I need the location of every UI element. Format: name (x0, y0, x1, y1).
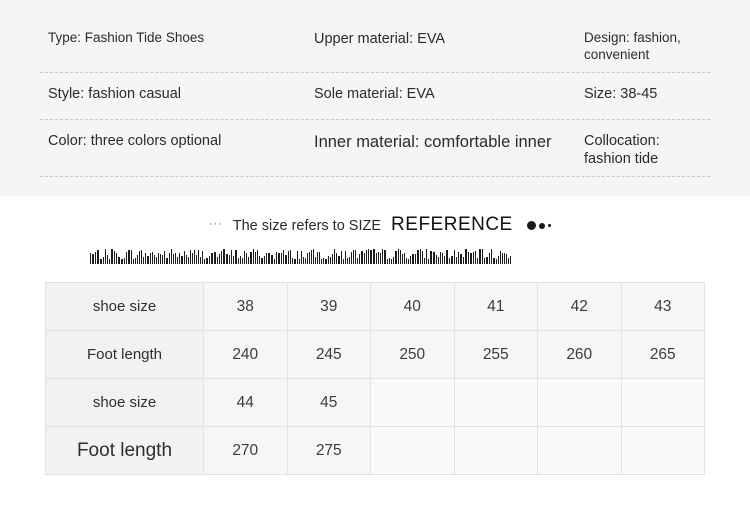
spec-cell-type: Type: Fashion Tide Shoes (48, 30, 205, 45)
table-row (46, 331, 705, 379)
spec-row (40, 73, 710, 120)
table-cell: 42 (538, 283, 622, 331)
table-cell: 44 (204, 379, 288, 427)
spec-row (40, 18, 710, 73)
spec-cell-sole-material: Sole material: EVA (314, 85, 435, 102)
table-row (46, 379, 705, 427)
spec-cell-size-range: Size: 38-45 (584, 85, 658, 102)
spec-cell-upper-material: Upper material: EVA (314, 31, 446, 47)
spec-cell-collocation: Collocation: fashion tide (584, 132, 660, 167)
spec-cell-color: Color: three colors optional (48, 132, 222, 149)
spec-row (40, 120, 710, 177)
table-cell (621, 427, 705, 475)
table-cell: 245 (287, 331, 371, 379)
table-cell: 41 (454, 283, 538, 331)
spec-cell-style: Style: fashion casual (48, 85, 181, 102)
reference-label: REFERENCE (391, 214, 513, 235)
table-cell: 43 (621, 283, 705, 331)
table-cell: 260 (538, 331, 622, 379)
spec-cell-design: Design: fashion, convenient (584, 30, 681, 62)
table-cell (621, 379, 705, 427)
table-cell: 240 (204, 331, 288, 379)
table-cell: 40 (371, 283, 455, 331)
table-cell: 45 (287, 379, 371, 427)
table-cell: 38 (204, 283, 288, 331)
table-cell (371, 379, 455, 427)
barcode-decoration (90, 248, 660, 264)
reference-dots-icon (527, 221, 552, 230)
row-label-shoe-size: shoe size (46, 283, 204, 331)
table-cell (454, 427, 538, 475)
row-label-foot-length: Foot length (46, 427, 204, 475)
row-label-shoe-size: shoe size (46, 379, 204, 427)
table-cell (454, 379, 538, 427)
table-row (46, 427, 705, 475)
product-spec-panel (0, 0, 750, 196)
row-label-foot-length: Foot length (46, 331, 204, 379)
table-cell: 265 (621, 331, 705, 379)
size-heading (0, 214, 750, 236)
decorative-dots: ··· (208, 218, 223, 230)
table-cell: 255 (454, 331, 538, 379)
table-cell (538, 427, 622, 475)
table-cell: 250 (371, 331, 455, 379)
table-cell (538, 379, 622, 427)
spec-cell-inner-material: Inner material: comfortable inner (314, 132, 552, 151)
table-row (46, 283, 705, 331)
table-cell (371, 427, 455, 475)
size-reference-section (0, 196, 750, 475)
size-refers-label: The size refers to SIZE (232, 218, 382, 234)
table-cell: 275 (287, 427, 371, 475)
table-cell: 39 (287, 283, 371, 331)
size-chart-table (45, 282, 705, 475)
table-cell: 270 (204, 427, 288, 475)
